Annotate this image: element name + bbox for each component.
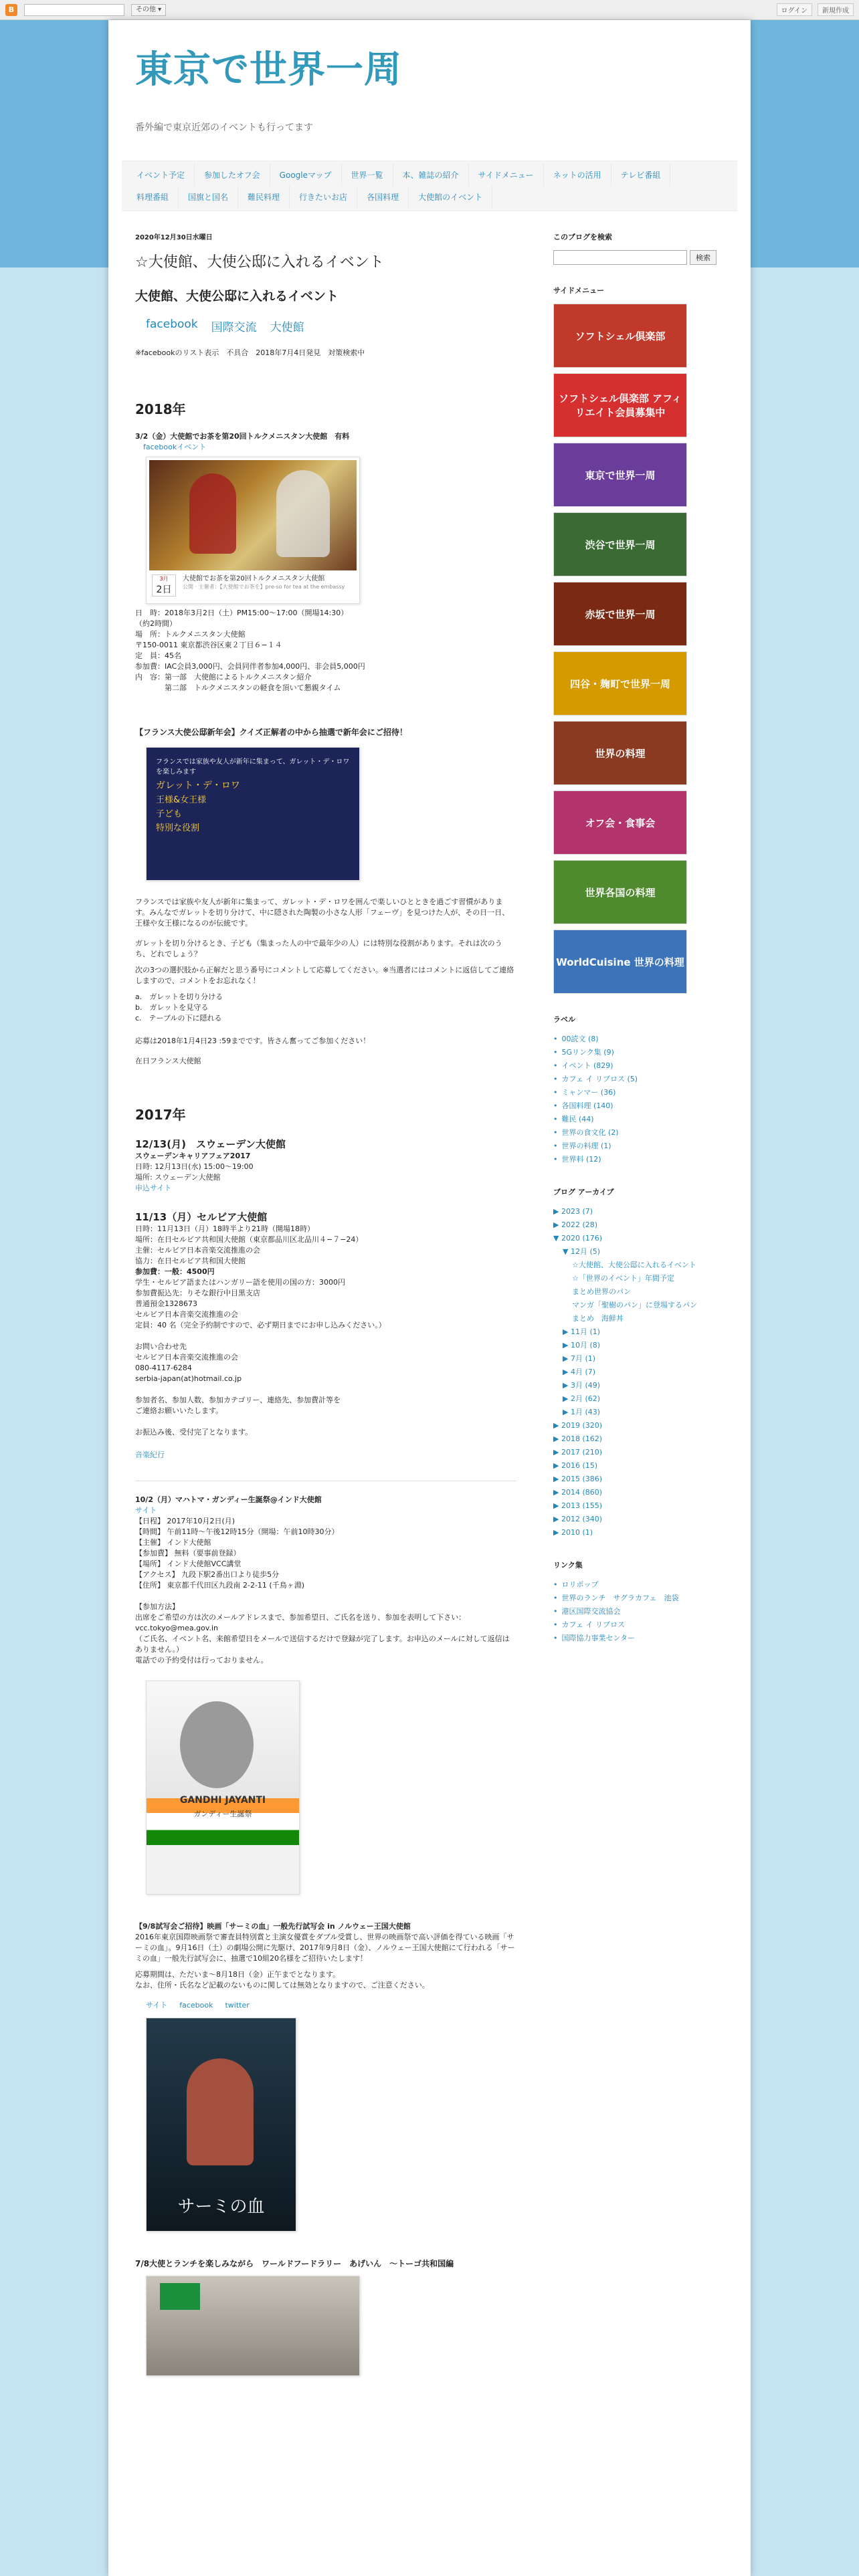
archive-month[interactable]: ▶ 3月 (49) [563,1381,601,1390]
event-norway-title: 【9/8試写会ご招待】映画「サーミの血」一般先行試写会 in ノルウェー王国大使館 [135,1922,411,1931]
international-exchange-link[interactable]: 国際交流 [211,321,257,334]
norway-site-link[interactable]: サイト [146,2001,168,2010]
calendar-event-sub: 公開 · 主催者：【大使館でお茶を】pre-so for tea at the embassy [183,584,345,590]
detail-line: お振込み後、受付完了となります。 [135,1428,253,1436]
detail-line: 【参加方法】 [135,1602,179,1611]
togo-flag-icon [160,2283,200,2310]
poster-subtitle: ガンディー生誕祭 [193,1810,252,1818]
detail-line: 参加者名、参加人数、参加カテゴリー、連絡先、参加費計等を [135,1396,341,1404]
sidebar-search-input[interactable] [553,250,687,265]
post-date: 2020年12月30日水曜日 [135,234,213,241]
search-widget-title: このブログを検索 [553,233,612,241]
archive-year[interactable]: ▶ 2014 (860) [553,1488,603,1497]
detail-line: お問い合わせ先 [135,1342,187,1351]
detail-line [135,1384,516,1395]
gandhi-portrait [180,1701,254,1788]
link-item[interactable]: • 港区国際交流協会 [553,1605,721,1618]
navbar-login-link[interactable]: ログイン [777,3,813,16]
detail-line: 参加費：IAC会員3,000円、会員同伴者参加4,000円、非会員5,000円 [135,662,365,671]
detail-line: 080-4117-6284 [135,1364,192,1372]
label-item[interactable]: • カフェ イ リブロス (5) [553,1073,721,1086]
event-turkmenistan-title: 3/2（金）大使館でお茶を第20回トルクメニスタン大使館 有料 [135,432,350,441]
poster-title: GANDHI JAYANTI [179,1795,266,1806]
navbar-create-link[interactable]: 新規作成 [818,3,854,16]
detail-line: 参加費：一般：4500円 [135,1267,215,1276]
label-item[interactable]: • 世界の食文化 (2) [553,1126,721,1140]
archive-year[interactable]: ▶ 2019 (320) [553,1421,603,1430]
detail-line: 第二部 トルクメニスタンの軽食を頂いて懇親タイム [135,683,341,692]
norway-twitter-link[interactable]: twitter [225,2001,250,2010]
label-item[interactable]: • 各国料理 (140) [553,1099,721,1113]
label-item[interactable]: • 難民 (44) [553,1113,721,1126]
year-heading-2018: 2018年 [135,401,186,417]
quiz-highlight-role: 特別な役割 [156,823,200,833]
sami-blood-poster [146,2018,296,2232]
detail-line: 【日程】 2017年10月2日(月) [135,1517,235,1525]
detail-line: 【住所】 東京都千代田区九段南 2-2-11 (千鳥ヶ淵) [135,1581,305,1590]
event-india-title: 10/2（月）マハトマ・ガンディー生誕祭@インド大使館 [135,1495,322,1504]
detail-line: 【参加費】 無料（要事前登録） [135,1549,241,1558]
archive-year[interactable]: ▶ 2023 (7) [553,1207,593,1216]
france-option-a: a. ガレットを切り分ける [135,992,223,1001]
links-title: リンク集 [553,1561,583,1570]
sidebar-banner[interactable]: 渋谷で世界一周 [553,512,687,576]
sidebar-banner[interactable]: 東京で世界一周 [553,443,687,507]
togo-photo [146,2276,360,2376]
turkmenistan-event-card[interactable] [146,457,360,604]
label-item[interactable]: • 5Gリンク集 (9) [553,1046,721,1059]
side-menu-title: サイドメニュー [553,286,605,295]
tab-refugee-food[interactable]: 難民料理 [238,186,290,208]
detail-line: 【アクセス】 九段下駅2番出口より徒歩5分 [135,1570,280,1579]
sidebar-banner[interactable]: ソフトシェル倶楽部 アフィリエイト会員募集中 [553,373,687,437]
france-para: フランスでは家族や友人が新年に集まって、ガレット・デ・ロワを囲んで楽しいひとときを過ごす習慣があります。みんなでガレットを切り分けて、中に隠された陶製の小さな人形「フェーヴ」を見つけた人が、その日一日、王様や女王様になるのが伝統です。 [135,897,510,928]
archive-month[interactable]: ▶ 11月 (1) [563,1327,601,1336]
detail-line: 定 員：45名 [135,651,181,660]
sidebar-banner[interactable]: 世界各国の料理 [553,860,687,924]
tab-cooking-shows[interactable]: 料理番組 [127,186,179,208]
label-item[interactable]: • 00読文 (8) [553,1033,721,1046]
post-title[interactable]: ☆大使館、大使公邸に入れるイベント [135,254,384,271]
tab-internet[interactable]: ネットの活用 [544,164,611,186]
detail-line: セルビア日本音楽交流推進の会 [135,1310,238,1319]
france-para: 次の3つの選択肢から正解だと思う番号にコメントして応募してください。※当選者にはコメントに返信してご連絡しますので、コメントをお忘れなく！ [135,966,514,985]
detail-line: 出席をご希望の方は次のメールアドレスまで、参加希望日、ご氏名を送り、参加を表明して下さい： vcc.tokyo@mea.gov.in [135,1613,470,1632]
tab-tv[interactable]: テレビ番組 [611,164,671,186]
tab-event-schedule[interactable]: イベント予定 [127,164,195,186]
event-sweden-title: 12/13(月) スウェーデン大使館 [135,1138,286,1150]
france-quiz-image [146,747,360,881]
france-signature: 在日フランス大使館 [135,1057,201,1065]
quiz-highlight-galette: ガレット・デ・ロワ [156,780,240,791]
archive-year[interactable]: ▶ 2017 (210) [553,1448,603,1457]
archive-post-link[interactable]: まとめ 海鮮丼 [572,1314,624,1323]
main-column [135,231,516,2376]
blogger-navbar [0,0,859,20]
detail-line: 【場所】 インド大使館VCC講堂 [135,1560,242,1568]
link-item[interactable]: • 国際協力事業センター [553,1632,721,1645]
sidebar-banner[interactable]: ソフトシェル倶楽部 [553,304,687,368]
india-site-link[interactable]: サイト [135,1506,157,1515]
link-item[interactable]: • カフェ イ リブロス [553,1618,721,1632]
detail-line: 協力：在日セルビア共和国大使館 [135,1257,246,1265]
calendar-day: 2日 [156,584,172,595]
detail-line [135,1416,516,1427]
detail-line: 〒150-0011 東京都渋谷区東２丁目６−１４ [135,641,282,649]
blog-container [108,20,751,2576]
detail-line: 【時間】 午前11時〜午後12時15分（開場：午前10時30分） [135,1527,339,1536]
link-item[interactable]: • ロリポップ [553,1578,721,1592]
sidebar-banner[interactable]: オフ会・食事会 [553,790,687,855]
event-serbia-title: 11/13（月）セルビア大使館 [135,1211,268,1223]
detail-line: ご連絡お願いいたします。 [135,1406,223,1415]
detail-line: 場所：在日セルビア共和国大使館（東京都品川区北品川４−７−24） [135,1235,363,1244]
detail-line: 定員：40 名（完全予約制ですので、必ず期日までにお申し込みください。） [135,1321,386,1329]
link-item[interactable]: • 世界のランチ サグラカフェ 池袋 [553,1592,721,1605]
post-heading: 大使館、大使公邸に入れるイベント [135,289,339,304]
detail-line: 場所: スウェーデン大使館 [135,1173,221,1182]
label-item[interactable]: • 世界の料理 (1) [553,1140,721,1153]
page-tabs [122,160,737,211]
france-option-c: c. テーブルの下に隠れる [135,1014,222,1023]
archive-month[interactable]: ▶ 2月 (62) [563,1394,601,1403]
detail-line: 参加費振込先：りそな銀行中目黒支店 [135,1289,260,1297]
calendar-event-title: 大使館でお茶を第20回トルクメニスタン大使館 [183,575,325,582]
detail-line [135,1591,516,1602]
archive-month[interactable]: ▶ 4月 (7) [563,1368,596,1376]
event-sweden-sub: スウェーデンキャリアフェア2017 [135,1152,251,1160]
norway-line: 応募期間は、ただいま〜8月18日（金）正午までとなります。 [135,1970,341,1979]
archive-post-link[interactable]: マンガ「聖樹のパン」に登場するパン [572,1301,697,1309]
calendar-month: 3月 [159,576,169,582]
detail-line [135,1331,516,1341]
norway-facebook-link[interactable]: facebook [179,2001,213,2010]
archive-month[interactable]: ▶ 7月 (1) [563,1354,596,1363]
france-para: ガレットを切り分けるとき、子ども（集まった人の中で最年少の人）には特別な役割があります。それは次のうち、どれでしょう？ [135,939,502,958]
detail-line: （ご氏名、イベント名、来館希望日をメールで送信するだけで登録が完了します。お申込のメールに対して返信はありません。） [135,1634,510,1654]
blog-title[interactable]: 東京で世界一周 [135,48,402,92]
quiz-highlight-king: 王様&女王様 [156,795,207,805]
post-note: ※facebookのリスト表示 不具合 2018年7月4日発見 対策検索中 [135,348,365,357]
tab-google-map[interactable]: Googleマップ [270,164,342,186]
norway-para: 2016年東京国際映画祭で審査員特別賞と主演女優賞をダブル受賞し、世界の映画祭で高い評価を得ている映画「サーミの血」。9月16日（土）の劇場公開に先駆け、2017年9月8日（金）、ノルウェー王国大使館にて行われる「サーミの血」一般先行試写会に、抽選で10組20名様をご招待いたします！ [135,1933,515,1963]
archive-year[interactable]: ▶ 2010 (1) [553,1528,593,1537]
blogger-logo-icon[interactable]: B [5,4,17,16]
poster-figure [187,2058,254,2165]
archive-year[interactable]: ▶ 2013 (155) [553,1501,603,1510]
archive-title: ブログ アーカイブ [553,1188,614,1196]
detail-line: 普通預金1328673 [135,1299,197,1308]
facebook-link[interactable]: facebook [146,318,198,331]
blog-description: 番外編で東京近郊のイベントも行ってます [135,122,313,133]
tab-world-cuisine[interactable]: 各国料理 [357,186,409,208]
detail-line: 内 容：第一部 大使館によるトルクメニスタン紹介 [135,673,312,681]
detail-line: 日 時：2018年3月2日（土）PM15:00〜17:00（開場14:30） [135,609,349,617]
detail-line: 電話での予約受付は行っておりません。 [135,1656,268,1665]
france-option-b: b. ガレットを見守る [135,1003,209,1012]
label-item[interactable]: • ミャンマー (36) [553,1086,721,1099]
quiz-image-text: フランスでは家族や友人が新年に集まって、ガレット・デ・ロワを楽しみます [156,758,350,776]
tab-embassy-events[interactable]: 大使館のイベント [409,186,492,208]
detail-line: serbia-japan(at)hotmail.co.jp [135,1374,242,1383]
poster-title: サーミの血 [177,2197,265,2217]
archive-year[interactable]: ▶ 2012 (340) [553,1515,603,1523]
blog-header [108,20,751,160]
archive-year[interactable]: ▶ 2018 (162) [553,1434,603,1443]
sidebar-banner[interactable]: WorldCuisine 世界の料理 [553,930,687,994]
detail-line: 学生・セルビア語またはハンガリー語を使用の国の方：3000円 [135,1278,345,1287]
tab-offkai[interactable]: 参加したオフ会 [195,164,270,186]
event-france-title: 【フランス大使公邸新年会】クイズ正解者の中から抽選で新年会にご招待！ [135,728,407,737]
archive-post-link[interactable]: まとめ世界のパン [572,1287,631,1296]
sweden-signup-link[interactable]: 申込サイト [135,1184,172,1192]
quiz-highlight-child: 子ども [156,809,183,819]
detail-line: 主催：セルビア日本音楽交流推進の会 [135,1246,260,1255]
tab-wishlist-shops[interactable]: 行きたいお店 [290,186,357,208]
detail-line: セルビア日本音楽交流推進の会 [135,1353,238,1362]
facebook-event-link[interactable]: facebookイベント [143,443,207,451]
music-journey-link[interactable]: 音楽紀行 [135,1451,165,1459]
sidebar-banner[interactable]: 赤坂で世界一周 [553,582,687,646]
archive-month[interactable]: ▶ 1月 (43) [563,1408,601,1416]
navbar-more-button[interactable]: その他 ▾ [131,4,166,16]
detail-line: 【主催】 インド大使館 [135,1538,211,1547]
archive-month[interactable]: ▶ 10月 (8) [563,1341,601,1350]
sidebar-search-button[interactable]: 検索 [690,250,717,265]
sidebar [553,231,721,2376]
sidebar-banner[interactable]: 世界の料理 [553,721,687,785]
archive-year[interactable]: ▼ 2020 (176) [553,1234,603,1243]
embassy-link[interactable]: 大使館 [270,321,304,334]
labels-title: ラベル [553,1015,575,1024]
tab-flags[interactable]: 国旗と国名 [179,186,238,208]
detail-line: 日時：11月13日（月）18時半より21時（開場18時） [135,1224,314,1233]
archive-post-link[interactable]: ☆「世界のイベント」年間予定 [572,1274,674,1283]
archive-post-link[interactable]: ☆大使館、大使公邸に入れるイベント [572,1261,696,1269]
detail-line: （約2時間） [135,619,177,628]
norway-line: なお、住所・氏名など記載のないものに関しては無効となりますので、ご注意ください。 [135,1981,430,1990]
archive-year[interactable]: ▶ 2016 (15) [553,1461,598,1470]
tab-books[interactable]: 本、雑誌の紹介 [393,164,469,186]
france-deadline: 応募は2018年1月4日23 :59までです。皆さん奮ってご参加ください！ [135,1037,371,1045]
detail-line: 日時: 12月13日(水) 15:00〜19:00 [135,1162,254,1171]
turkmenistan-photo [149,460,357,570]
navbar-search-input[interactable] [24,4,124,16]
archive-month[interactable]: ▼ 12月 (5) [563,1247,601,1256]
sidebar-banner[interactable]: 四谷・麹町で世界一周 [553,651,687,716]
gandhi-jayanti-poster [146,1681,300,1895]
year-heading-2017: 2017年 [135,1107,186,1123]
archive-year[interactable]: ▶ 2022 (28) [553,1220,598,1229]
label-item[interactable]: • イベント (829) [553,1059,721,1073]
turkmenistan-details [135,608,516,693]
archive-year[interactable]: ▶ 2015 (386) [553,1475,603,1483]
detail-line: 場 所：トルクメニスタン大使館 [135,630,246,639]
label-item[interactable]: • 世界料 (12) [553,1153,721,1166]
event-togo-title: 7/8大使とランチを楽しみながら ワールドフードラリー あげいん 〜トーゴ共和国編 [135,2259,454,2268]
tab-world-list[interactable]: 世界一覧 [342,164,393,186]
tab-side-menu[interactable]: サイドメニュー [469,164,544,186]
